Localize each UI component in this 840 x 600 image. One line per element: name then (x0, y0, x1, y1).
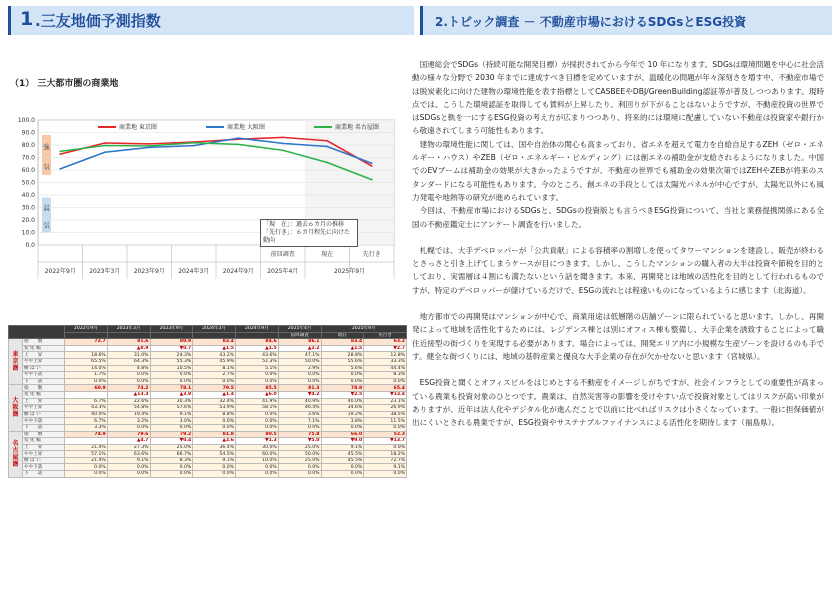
table-cell: 0.0% (107, 372, 150, 379)
section-title: .三友地価予測指数 (35, 12, 161, 30)
row-label: やや上昇 (23, 451, 65, 458)
table-cell: 60.9 (65, 385, 108, 392)
x-top-label: 現在 (321, 251, 334, 258)
table-cell: 12.8% (364, 352, 407, 359)
paragraph: 国連総会でSDGs（持続可能な開発目標）が採択されてから今年で 10 年になります。SDGsは環境問題を中心に社会活動の様々な分野で 2030 年までに達成すべき目標を定めていますが、温暖化の問題が年々深刻さを増す中、不動産市場では脱炭素化に向けた建物の環境性能を表す指標としてCASBEEやDBJ/GreenBuilding認証等が普及しつつあります。現時点では、こうした環境認証を取得しても賃料が上昇したり、利回りが下がることはないようですが、不動産投資の世界ではSDGsと軌を一にするESG投資の考え方が広まりつつあり、将来的には環境に配慮していない不動産は投資家や銀行から敬遠されてしまう可能性もあります。 (412, 60, 824, 136)
table-cell: 75.8 (278, 431, 321, 438)
table-cell: 0.0% (364, 424, 407, 431)
table-cell: 34.6% (321, 405, 364, 412)
table-cell: 41.9% (236, 398, 279, 405)
table-cell: 81.8 (193, 431, 236, 438)
table-row (9, 457, 407, 464)
table-cell: 47.1% (278, 352, 321, 359)
table-cell: 0.0% (236, 418, 279, 425)
table-cell: 2.7% (193, 372, 236, 379)
x-bottom-label: 2024年9月 (222, 268, 254, 275)
region-label: 大阪圏 (9, 385, 23, 431)
chart-subheading: （1） 三大都市圏の商業地 (10, 79, 119, 89)
row-label: 上 昇 (23, 398, 65, 405)
table-cell: 3.2% (107, 418, 150, 425)
table-cell: 82.4 (193, 339, 236, 346)
table-cell: 45.9% (193, 358, 236, 365)
table-cell: 10.0% (236, 457, 279, 464)
table-cell: 43.3% (65, 405, 108, 412)
y-tick-label: 10.0 (21, 229, 35, 237)
column-header: 2024年9月 (236, 326, 279, 333)
table-cell: 74.9 (65, 431, 108, 438)
table-cell: 79.6 (107, 431, 150, 438)
table-cell: 0.0% (236, 378, 279, 385)
table-cell: 80.9 (150, 339, 193, 346)
table-cell: ▲4.7 (107, 438, 150, 445)
row-label: 変 化 幅 (23, 438, 65, 445)
table-row (9, 391, 407, 398)
table-cell: 43.2% (193, 352, 236, 359)
table-cell: 78.8 (321, 385, 364, 392)
table-cell: 85.5 (236, 385, 279, 392)
table-cell: 30.3% (150, 398, 193, 405)
header-blank (9, 326, 65, 339)
table-cell: 0.0% (193, 464, 236, 471)
right-section-header (420, 6, 832, 35)
table-cell: 50.0% (278, 451, 321, 458)
paragraph: 建物の環境性能に関しては、国や自治体の関心も高まっており、省エネを超えて電力を自給自足するZEH（ゼロ・エネルギー・ハウス）やZEB（ゼロ・エネルギー・ビルディング）には創エネの補助金が支給されるようになりました。中国でのEVブームは補助金の効果が大きかったようですが、不動産の世界でも補助金の効果次第ではZEHやZEBが将来のスタンダードになる可能性もあります。今のところ、創エネの手段としては太陽光パネルが中心ですが、太陽光以外にも風力発電や地熱等の研究が進められています。 (412, 139, 824, 202)
row-label: 横 ば い (23, 457, 65, 464)
legend-label: 商業地 大阪圏 (227, 124, 265, 131)
table-cell: 66.7% (150, 451, 193, 458)
y-tick-label: 40.0 (21, 192, 35, 199)
y-tick-label: 0.0 (25, 242, 35, 249)
column-header: 2023年3月 (107, 326, 150, 333)
table-cell: 52.3 (364, 431, 407, 438)
table-cell: 60.0% (236, 451, 279, 458)
table-cell: ▼0.4 (150, 438, 193, 445)
table-cell: 72.7% (364, 457, 407, 464)
data-point (193, 142, 195, 144)
table-cell: 0.0% (150, 464, 193, 471)
y-tick-label: 50.0 (21, 179, 35, 187)
table-cell: 11.5% (364, 418, 407, 425)
table-cell: 0.0% (107, 424, 150, 431)
table-cell (65, 345, 108, 352)
table-cell: 0.0% (321, 372, 364, 379)
table-cell: 64.3% (107, 358, 150, 365)
table-cell: 14.0% (65, 365, 108, 372)
note-line: 「先行き」：６カ月程先に向けた動向 (263, 229, 351, 244)
data-point (237, 137, 239, 139)
column-header: 2023年9月 (150, 326, 193, 333)
table-cell: 3.6% (278, 411, 321, 418)
band-label-char: 強 (43, 143, 50, 151)
table-cell: 3.0% (150, 418, 193, 425)
table-cell: ▲8.9 (107, 345, 150, 352)
table-cell: 81.6 (107, 339, 150, 346)
row-label: 下 落 (23, 424, 65, 431)
table-row (9, 431, 407, 438)
index-table (8, 325, 407, 478)
y-tick-label: 80.0 (21, 142, 35, 149)
table-cell: 51.3% (236, 358, 279, 365)
table-cell: 5.1% (236, 365, 279, 372)
table-cell: 18.2% (364, 451, 407, 458)
table-row (9, 352, 407, 359)
x-bottom-label: 2022年9月 (44, 268, 76, 275)
table-cell: 3.8% (321, 418, 364, 425)
table-cell: 63.2 (364, 339, 407, 346)
row-label: 指 数 (23, 339, 65, 346)
y-tick-label: 60.0 (21, 167, 35, 174)
table-cell: 9.1% (150, 411, 193, 418)
table-cell: 8.1% (193, 365, 236, 372)
table-cell (65, 438, 108, 445)
table-cell: ▲3.9 (150, 391, 193, 398)
data-point (148, 145, 150, 147)
table-cell: 18.6% (65, 352, 108, 359)
table-cell: 2.9% (278, 365, 321, 372)
table-cell: 8.3% (364, 372, 407, 379)
section-number: 1 (20, 8, 34, 30)
subheader-blank (236, 332, 279, 339)
table-cell: 0.0% (150, 424, 193, 431)
table-row (9, 438, 407, 445)
table-cell: 25.0% (278, 457, 321, 464)
subheader-blank (193, 332, 236, 339)
data-point (104, 142, 106, 144)
subheader: 先行き (364, 332, 407, 339)
band-label-char: 弱 (43, 203, 50, 212)
table-row (9, 339, 407, 346)
table-cell: 33.3% (364, 358, 407, 365)
table-cell: 0.0% (193, 378, 236, 385)
row-label: 指 数 (23, 431, 65, 438)
chart-note (260, 219, 358, 247)
table-cell: 0.0% (193, 424, 236, 431)
table-cell: 0.0% (107, 378, 150, 385)
table-cell: 57.1% (65, 451, 108, 458)
table-cell: 36.4% (193, 444, 236, 451)
data-point (326, 140, 328, 142)
table-cell: 27.3% (107, 444, 150, 451)
table-cell: 0.0% (364, 444, 407, 451)
table-cell: ▼5.0 (278, 438, 321, 445)
table-cell: 43.6% (236, 352, 279, 359)
paragraph: 今回は、不動産市場におけるSDGsと、SDGsの投資版とも言うべきESG投資について、当社と業務提携関係にある全国の不動産鑑定士にアンケート調査を行いました。 (412, 206, 824, 229)
row-label: やや下落 (23, 418, 65, 425)
legend-label: 商業地 東京圏 (119, 124, 157, 131)
data-point (237, 143, 239, 145)
table-cell: 65.4 (364, 385, 407, 392)
table-row (9, 378, 407, 385)
data-point (59, 153, 61, 155)
x-bottom-label: 2025年9月 (333, 268, 366, 275)
legend-label: 商業地 名古屋圏 (335, 124, 379, 131)
table-cell: 0.0% (236, 372, 279, 379)
table-row (9, 418, 407, 425)
table-cell: 0.0% (236, 471, 279, 478)
table-cell: 9.1% (364, 464, 407, 471)
table-cell: 79.5 (193, 385, 236, 392)
table-cell: 46.4% (278, 405, 321, 412)
table-cell: 0.0% (150, 378, 193, 385)
table-row (9, 345, 407, 352)
table-cell: 63.6% (107, 451, 150, 458)
table-cell: 21.4% (65, 457, 108, 464)
table-cell (65, 391, 108, 398)
data-point (282, 149, 284, 151)
table-row (9, 405, 407, 412)
data-point (282, 136, 284, 138)
table-cell: 0.0% (278, 424, 321, 431)
table-cell: 81.3 (278, 385, 321, 392)
row-label: 指 数 (23, 385, 65, 392)
table-cell: 58.1% (236, 405, 279, 412)
table-cell: ▼2.7 (364, 345, 407, 352)
data-point (371, 165, 373, 167)
table-cell: 0.0% (236, 411, 279, 418)
table-cell: ▼2.5 (321, 391, 364, 398)
row-label: 上 昇 (23, 444, 65, 451)
y-tick-label: 100.0 (17, 117, 35, 124)
y-tick-label: 70.0 (21, 154, 35, 162)
row-label: 横 ば い (23, 365, 65, 372)
data-point (59, 168, 61, 170)
table-row (9, 411, 407, 418)
table-cell: 4.8% (107, 365, 150, 372)
table-cell: 31.0% (107, 352, 150, 359)
table-cell: 1.7% (65, 372, 108, 379)
band-label-char: 気 (43, 163, 50, 171)
table-cell: 21.4% (65, 444, 108, 451)
table-cell: 8.8% (193, 411, 236, 418)
y-tick-label: 90.0 (21, 129, 35, 137)
table-cell: 0.0% (65, 471, 108, 478)
table-cell: 24.3% (150, 352, 193, 359)
table-cell: 45.5% (321, 451, 364, 458)
x-bottom-label: 2024年3月 (178, 268, 210, 275)
data-point (371, 179, 373, 181)
table-cell: 0.0% (321, 464, 364, 471)
table-cell: 72.7 (65, 339, 108, 346)
row-label: 下 落 (23, 378, 65, 385)
table-cell: 80.5 (236, 431, 279, 438)
table-cell: 22.6% (107, 398, 150, 405)
data-point (282, 142, 284, 144)
table-row (9, 444, 407, 451)
table-cell: 50.0% (278, 358, 321, 365)
row-label: 横 ば い (23, 411, 65, 418)
table-cell: 45.5% (321, 457, 364, 464)
table-cell: ▼13.4 (364, 391, 407, 398)
data-point (326, 146, 328, 148)
table-cell: 9.1% (107, 457, 150, 464)
line-chart (8, 112, 404, 280)
table-cell: 40.9% (278, 398, 321, 405)
row-label: 変 化 幅 (23, 391, 65, 398)
table-cell: 23.1% (364, 398, 407, 405)
table-cell: ▲1.4 (193, 391, 236, 398)
x-bottom-label: 2023年3月 (89, 268, 121, 275)
subheader-blank (65, 332, 108, 339)
table-cell: 19.2% (321, 411, 364, 418)
table-row (9, 464, 407, 471)
row-label: 変 化 幅 (23, 345, 65, 352)
table-cell: 0.0% (193, 471, 236, 478)
table-cell: 25.0% (278, 444, 321, 451)
table-cell: 0.0% (278, 464, 321, 471)
table-cell: ▼1.3 (236, 438, 279, 445)
table-cell: ▼0.7 (150, 345, 193, 352)
table-cell: ▼9.0 (321, 438, 364, 445)
table-cell: 66.0 (321, 431, 364, 438)
data-point (59, 150, 61, 152)
table-cell: ▲1.5 (236, 345, 279, 352)
table-cell: 40.0% (65, 411, 108, 418)
region-label: 東京圏 (9, 339, 23, 385)
column-group-header: 2025年9月 (321, 326, 407, 333)
row-label: やや上昇 (23, 358, 65, 365)
subheader-blank (150, 332, 193, 339)
table-cell: 6.7% (65, 398, 108, 405)
row-label: やや上昇 (23, 405, 65, 412)
table-row (9, 372, 407, 379)
table-cell: 84.6 (236, 339, 279, 346)
table-cell: 57.6% (150, 405, 193, 412)
table-row (9, 365, 407, 372)
table-cell: 79.2 (150, 431, 193, 438)
table-cell: 0.0% (278, 471, 321, 478)
table-row (9, 451, 407, 458)
row-label: やや下落 (23, 464, 65, 471)
paragraph: ESG投資と聞くとオフィスビルをはじめとする不動産をイメージしがちですが、社会インフラとしての重要性が高まっている農業も投資対象のひとつです。農業は、自然災害等の影響を受けやすい点で投資対象としてはリスクが高い印象がありますが、近年は法人化やデジタル化が進んだことで以前に比べればリスクは小さくなっています。一般に担保価値が出にくいとされる農業ですが、ESG投資やサステナブルファイナンスによる活性化を期待します（福島県）。 (412, 378, 824, 428)
table-row (9, 471, 407, 478)
data-point (326, 162, 328, 164)
table-cell: 0.0% (107, 471, 150, 478)
table-cell: 74.2 (107, 385, 150, 392)
x-bottom-label: 2023年9月 (133, 268, 165, 275)
table-cell: 0.0% (321, 378, 364, 385)
table-cell: 3.3% (65, 424, 108, 431)
table-cell: ▼4.2 (278, 391, 321, 398)
table-cell: 5.6% (321, 365, 364, 372)
table-cell: 0.0% (65, 378, 108, 385)
table-cell: 8.3% (150, 457, 193, 464)
table-cell: 6.7% (65, 418, 108, 425)
table-cell: 9.1% (193, 457, 236, 464)
subheader-blank (107, 332, 150, 339)
table-cell: 83.4 (321, 339, 364, 346)
table-cell: 0.0% (278, 378, 321, 385)
y-tick-label: 30.0 (21, 204, 35, 212)
table-cell: ▲2.2 (278, 345, 321, 352)
table-row (9, 385, 407, 392)
table-row (9, 424, 407, 431)
table-cell: 54.8% (107, 405, 150, 412)
x-top-label: 先行き (362, 251, 381, 258)
subheader: 前回調査 (278, 332, 321, 339)
data-point (104, 145, 106, 147)
table-cell: 0.0% (236, 424, 279, 431)
band-label-char: 気 (43, 221, 50, 230)
table-cell: 0.0% (278, 372, 321, 379)
table-cell: 28.8% (321, 352, 364, 359)
table-cell: ▲1.5 (321, 345, 364, 352)
table-cell: 32.4% (193, 398, 236, 405)
table-header-row (9, 326, 407, 333)
data-point (104, 151, 106, 153)
table-cell: 0.0% (150, 372, 193, 379)
table-cell: 65.5% (65, 358, 108, 365)
data-point (371, 162, 373, 164)
data-point (148, 143, 150, 145)
table-cell: 0.0% (364, 378, 407, 385)
table-cell: 26.9% (364, 405, 407, 412)
table-cell: 0.0% (364, 471, 407, 478)
article-body (412, 58, 824, 429)
table-cell: ▲6.0 (236, 391, 279, 398)
y-tick-label: 20.0 (21, 217, 35, 224)
topic-title: 2.トピック調査 － 不動産市場におけるSDGsとESG投資 (435, 15, 747, 29)
table-cell: 78.1 (150, 385, 193, 392)
table-cell: 30.0% (236, 444, 279, 451)
row-label: 下 落 (23, 471, 65, 478)
table-cell: 0.0% (65, 464, 108, 471)
region-label: 名古屋圏 (9, 431, 23, 477)
table-cell: 40.0% (321, 398, 364, 405)
table-row (9, 358, 407, 365)
table-cell: 0.0% (150, 471, 193, 478)
table-cell: ▲13.3 (107, 391, 150, 398)
row-label: やや下落 (23, 372, 65, 379)
table-row (9, 398, 407, 405)
column-header: 2024年3月 (193, 326, 236, 333)
table-cell: 55.6% (321, 358, 364, 365)
table-subheader-row (9, 332, 407, 339)
table-cell: 54.5% (193, 451, 236, 458)
column-header: 2022年9月 (65, 326, 108, 333)
left-section-header (8, 6, 414, 35)
x-top-label: 前回調査 (270, 251, 295, 258)
table-cell: 19.4% (107, 411, 150, 418)
table-cell: 10.5% (150, 365, 193, 372)
table-cell: ▲2.6 (193, 438, 236, 445)
table-cell: 7.1% (278, 418, 321, 425)
table-cell: 0.0% (107, 464, 150, 471)
table-cell: 0.0% (321, 471, 364, 478)
table-cell: 0.0% (321, 424, 364, 431)
table-cell: 55.3% (150, 358, 193, 365)
table-cell: 0.0% (193, 418, 236, 425)
column-header: 2025年4月 (278, 326, 321, 333)
table-cell: 53.9% (193, 405, 236, 412)
table-cell: 9.1% (321, 444, 364, 451)
paragraph: 札幌では、大手デベロッパーが「公共貢献」による容積率の割増しを使ってタワーマンションを建設し、販売が終わるとさっさと引き上げてしまうケースが目につきます。しかし、こうしたマンションの購入者の大半は投資や節税を目的としており、実需層は４割にも満たないという話を聞きます。本来、再開発とは地域の活性化を目的として行われるものですが、特定のデベロッパーが儲けているだけで、ESGの流れとは程遠いものになっているように感じます（北海道）。 (412, 245, 824, 295)
table-cell: ▼13.7 (364, 438, 407, 445)
note-line: 「現 在」：過去６カ月の推移 (263, 221, 345, 228)
table-cell: 44.4% (364, 365, 407, 372)
subheader: 現在 (321, 332, 364, 339)
table-cell: 38.5% (364, 411, 407, 418)
x-bottom-label: 2025年4月 (267, 268, 299, 275)
row-label: 上 昇 (23, 352, 65, 359)
table-cell: ▲1.5 (193, 345, 236, 352)
table-cell: 0.0% (236, 464, 279, 471)
paragraph: 地方都市での再開発はマンションが中心で、商業用途は低層階の店舗ゾーンに限られていると思います。しかし、再開発によって地域を活性化するためには、レジデンス棟とは別にオフィス棟も整備し、大手企業を誘致することによって職住近接型の街づくりを実現する必要があります。場合によっては、開発エリア内に小規模な生産ゾーンを設けるのも手です。健全な街づくりには、地域の基幹産業と優良な大手企業の存在が欠かせないと思います（宮城県）。 (412, 312, 824, 361)
data-point (193, 145, 195, 147)
table-cell: 86.1 (278, 339, 321, 346)
table-cell: 25.0% (150, 444, 193, 451)
